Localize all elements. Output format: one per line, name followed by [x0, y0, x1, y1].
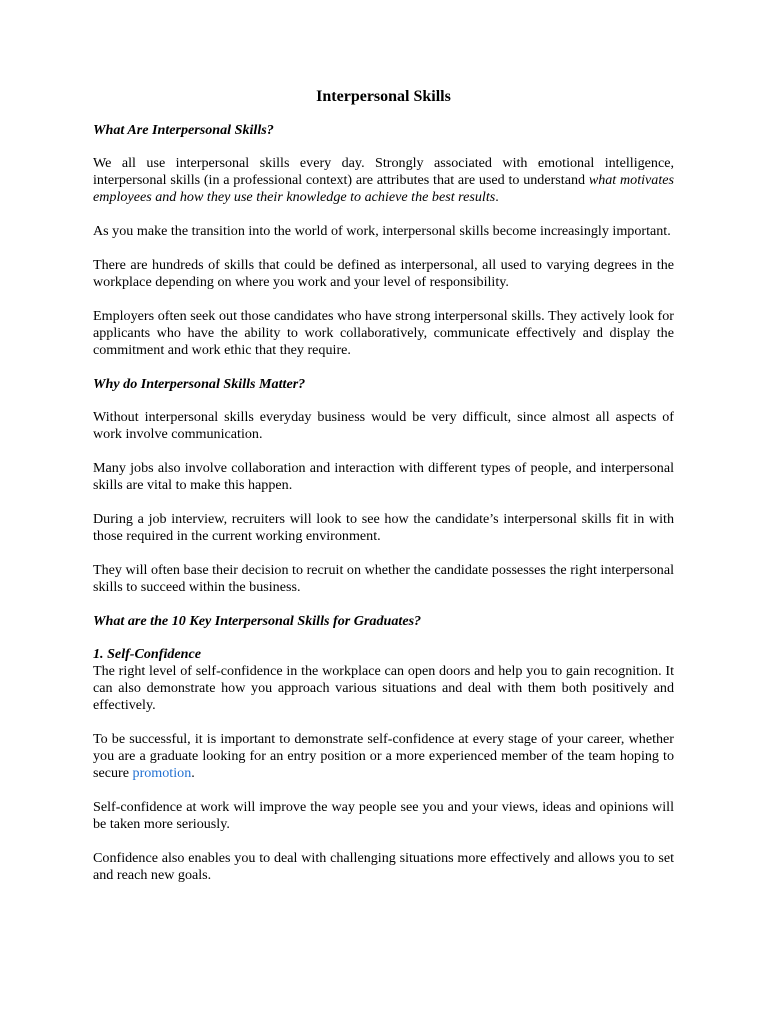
- paragraph-period: .: [495, 189, 499, 205]
- paragraph: They will often base their decision to recruit on whether the candidate possesses the right interpersonal skills to succeed within the business.: [93, 562, 674, 595]
- paragraph: Without interpersonal skills everyday business would be very difficult, since almost all aspects of work involve communication.: [93, 409, 674, 442]
- paragraph: There are hundreds of skills that could be defined as interpersonal, all used to varying degrees in the workplace depending on where you work and your level of responsibility.: [93, 257, 674, 290]
- paragraph: Employers often seek out those candidates who have strong interpersonal skills. They actively look for applicants who have the ability to work collaboratively, communicate effectively and display the commitment and work ethic that they require.: [93, 308, 674, 358]
- paragraph-text: To be successful, it is important to demonstrate self-confidence at every stage of your career, whether you are a graduate looking for an entry position or a more experienced member of the team hoping to secure: [93, 731, 674, 781]
- paragraph: [93, 731, 674, 782]
- section-heading-why-matter: Why do Interpersonal Skills Matter?: [93, 376, 306, 392]
- paragraph: [93, 155, 674, 206]
- paragraph: As you make the transition into the world of work, interpersonal skills become increasingly important.: [93, 223, 671, 239]
- paragraph: During a job interview, recruiters will look to see how the candidate’s interpersonal skills fit in with those required in the current working environment.: [93, 511, 674, 544]
- paragraph: The right level of self-confidence in the workplace can open doors and help you to gain recognition. It can also demonstrate how you approach various situations and deal with them both positively and effectively.: [93, 663, 674, 713]
- paragraph-period: .: [191, 765, 195, 781]
- section-heading-what-are: What Are Interpersonal Skills?: [93, 122, 274, 138]
- paragraph: Many jobs also involve collaboration and interaction with different types of people, and interpersonal skills are vital to make this happen.: [93, 460, 674, 493]
- section-heading-key-skills: What are the 10 Key Interpersonal Skills for Graduates?: [93, 613, 422, 629]
- paragraph: Confidence also enables you to deal with challenging situations more effectively and allows you to set and reach new goals.: [93, 850, 674, 883]
- subheading-self-confidence: 1. Self-Confidence: [93, 646, 202, 662]
- italic-phrase: what motivates employees and how they use their knowledge to achieve the best results: [93, 172, 674, 205]
- document-title: Interpersonal Skills: [316, 88, 451, 105]
- paragraph-text: We all use interpersonal skills every day. Strongly associated with emotional intelligence, interpersonal skills (in a professional context) are attributes that are used to understand: [93, 155, 674, 188]
- promotion-link[interactable]: promotion: [132, 765, 192, 781]
- paragraph: Self-confidence at work will improve the way people see you and your views, ideas and opinions will be taken more seriously.: [93, 799, 674, 832]
